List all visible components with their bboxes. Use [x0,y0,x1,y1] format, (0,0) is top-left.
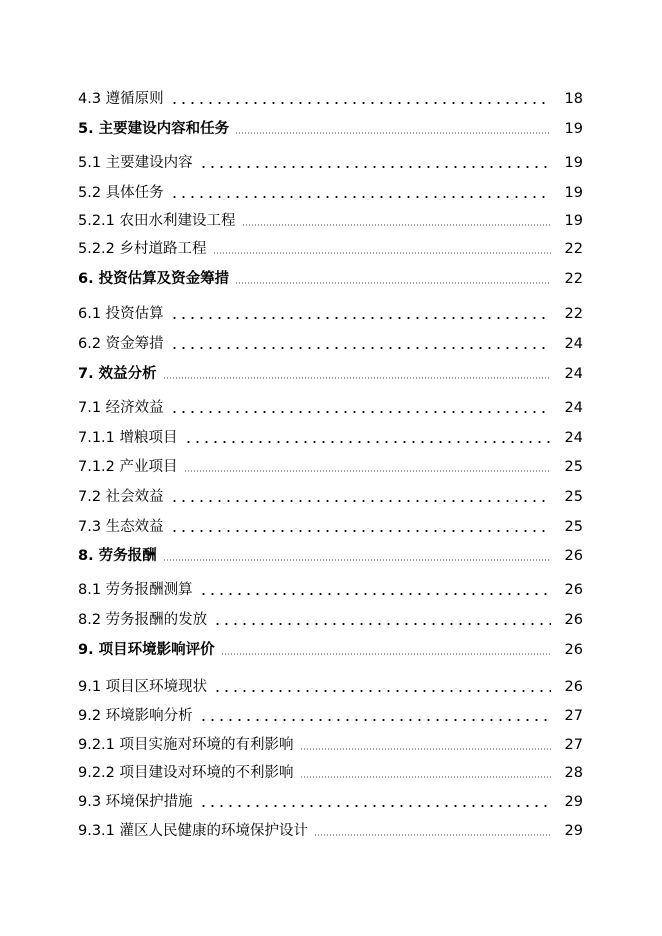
dot-leader [163,559,551,561]
toc-entry-title: 7.1.1 增粮项目 [78,430,178,446]
dot-leader [199,805,551,807]
toc-entry-title: 9.2.1 项目实施对环境的有利影响 [78,737,294,753]
dot-leader [163,377,551,379]
dot-leader [170,102,551,104]
toc-entry [78,484,583,506]
toc-entry [78,577,583,599]
toc-entry [78,236,583,258]
toc-entry-title: 5.2.1 农田水利建设工程 [78,213,236,229]
toc-entry [78,266,583,288]
dot-leader [235,132,551,134]
toc-entry-page: 26 [564,582,583,598]
toc-entry [78,395,583,417]
dot-leader [184,441,551,443]
dot-leader [213,252,551,254]
dot-leader [300,776,551,778]
dot-leader [213,690,551,692]
toc-entry [78,361,583,383]
toc-entry-title: 5.2.2 乡村道路工程 [78,241,207,257]
dot-leader [184,470,551,472]
dot-leader [170,530,551,532]
toc-entry-title: 9. 项目环境影响评价 [78,642,215,658]
dot-leader [170,500,551,502]
dot-leader [199,593,551,595]
toc-entry-title: 7.3 生态效益 [78,519,164,535]
toc-entry-page: 19 [564,155,583,171]
toc-entry [78,208,583,230]
toc-entry-page: 24 [564,366,583,382]
toc-entry-title: 7.1.2 产业项目 [78,459,178,475]
toc-entry-title: 4.3 遵循原则 [78,91,164,107]
dot-leader [170,411,551,413]
dot-leader [213,623,551,625]
toc-entry-title: 9.2.2 项目建设对环境的不利影响 [78,765,294,781]
toc-entry-title: 6. 投资估算及资金筹措 [78,271,230,287]
toc-entry-page: 26 [564,548,583,564]
toc-entry-title: 6.2 资金筹措 [78,336,164,352]
toc-entry-page: 28 [564,765,583,781]
toc-entry-page: 24 [564,336,583,352]
dot-leader [300,748,551,750]
toc-entry [78,86,583,108]
toc-entry [78,543,583,565]
toc-entry-title: 5.2 具体任务 [78,185,164,201]
toc-entry-title: 9.3 环境保护措施 [78,794,193,810]
toc-entry-title: 6.1 投资估算 [78,306,164,322]
toc-entry-page: 24 [564,400,583,416]
toc-entry-page: 19 [564,121,583,137]
dot-leader [170,196,551,198]
toc-entry-page: 19 [564,185,583,201]
toc-entry-title: 8.1 劳务报酬测算 [78,582,193,598]
toc-entry-page: 27 [564,737,583,753]
toc-entry [78,150,583,172]
toc-entry-title: 7. 效益分析 [78,366,157,382]
toc-entry [78,116,583,138]
toc-entry [78,703,583,725]
toc-entry-page: 25 [564,489,583,505]
toc-entry-page: 22 [564,241,583,257]
toc-entry [78,732,583,754]
toc-entry [78,789,583,811]
toc-entry-page: 27 [564,708,583,724]
toc-entry-page: 29 [564,794,583,810]
toc-entry-title: 8.2 劳务报酬的发放 [78,612,208,628]
dot-leader [314,834,551,836]
toc-entry-page: 26 [564,612,583,628]
toc-entry-page: 26 [564,642,583,658]
toc-entry-title: 9.3.1 灌区人民健康的环境保护设计 [78,823,309,839]
toc-entry [78,331,583,353]
toc-entry [78,514,583,536]
dot-leader [170,347,551,349]
dot-leader [170,317,551,319]
toc-entry-page: 26 [564,679,583,695]
toc-entry-title: 7.2 社会效益 [78,489,164,505]
toc-entry-page: 25 [564,519,583,535]
toc-entry-page: 22 [564,306,583,322]
toc-entry [78,425,583,447]
dot-leader [199,719,551,721]
toc-entry-page: 25 [564,459,583,475]
toc-entry-title: 9.2 环境影响分析 [78,708,193,724]
toc-entry [78,607,583,629]
toc-entry-title: 9.1 项目区环境现状 [78,679,208,695]
toc-entry-title: 7.1 经济效益 [78,400,164,416]
toc-entry-page: 24 [564,430,583,446]
dot-leader [199,166,551,168]
toc-entry-page: 22 [564,271,583,287]
toc-entry [78,674,583,696]
dot-leader [242,224,551,226]
toc-entry-page: 29 [564,823,583,839]
toc-entry-page: 18 [564,91,583,107]
toc-entry [78,818,583,840]
toc-entry [78,301,583,323]
toc-entry [78,637,583,659]
toc-entry [78,760,583,782]
toc-entry-title: 8. 劳务报酬 [78,548,157,564]
dot-leader [221,653,551,655]
dot-leader [235,282,551,284]
toc-entry-page: 19 [564,213,583,229]
toc-entry [78,454,583,476]
toc-entry [78,180,583,202]
toc-entry-title: 5.1 主要建设内容 [78,155,193,171]
toc-entry-title: 5. 主要建设内容和任务 [78,121,230,137]
